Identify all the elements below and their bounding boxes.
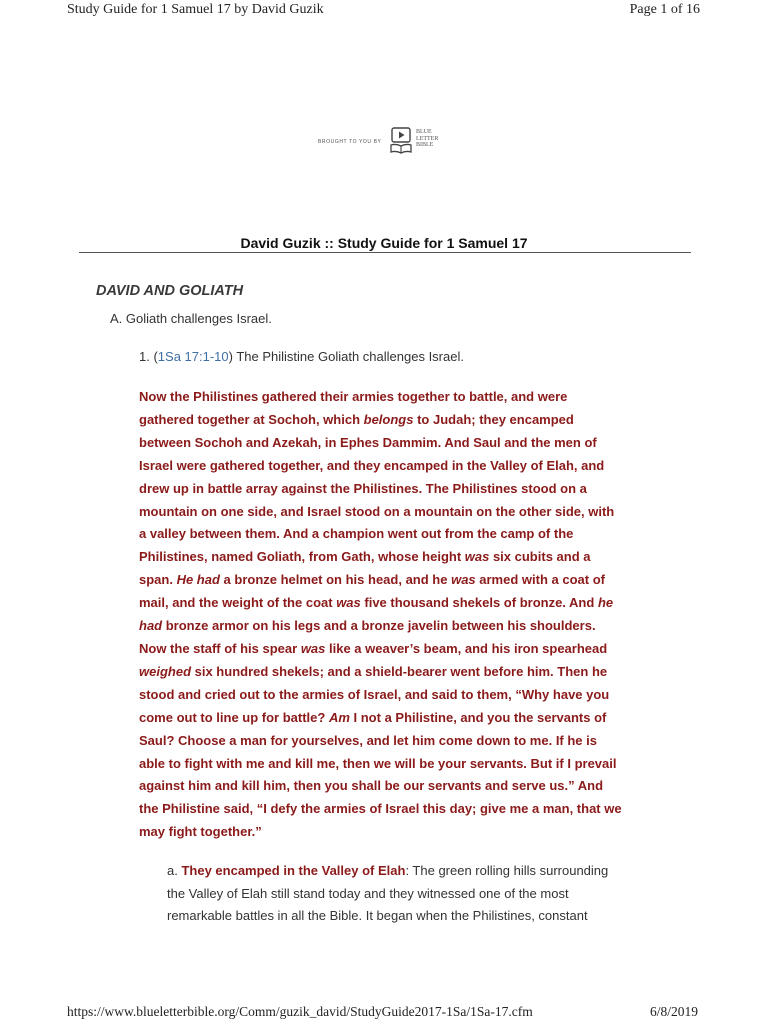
scripture-line: Israel were gathered together, and they encamped in the Valley of Elah, and	[139, 457, 605, 473]
blb-book-play-icon	[389, 126, 413, 156]
scripture-line: had bronze armor on his legs and a bronze javelin between his shoulders.	[139, 618, 596, 634]
page-title: David Guzik :: Study Guide for 1 Samuel 17	[240, 235, 528, 251]
scripture-line: a valley between them. And a champion went out from the camp of the	[139, 526, 574, 542]
logo-wordmark	[416, 129, 438, 149]
scripture-italic-word: Am	[328, 709, 350, 725]
scripture-italic-word: was	[300, 640, 326, 656]
scripture-line: against him and kill him, then you shall be our servants and serve us.” And	[139, 778, 604, 794]
commentary-note-prefix: a.	[167, 863, 182, 878]
scripture-line: Now the Philistines gathered their armies together to battle, and were	[139, 389, 568, 404]
commentary-note-line: the Valley of Elah still stand today and they witnessed one of the most	[167, 885, 569, 901]
print-footer	[67, 1004, 698, 1022]
scripture-line: come out to line up for battle? Am I not a Philistine, and you the servants of	[139, 709, 607, 725]
scripture-line: weighed six hundred shekels; and a shield-bearer went before him. Then he	[139, 663, 608, 679]
commentary-note-first-line-text: : The green rolling hills surrounding	[405, 863, 609, 878]
print-header-title: Study Guide for 1 Samuel 17 by David Guzik	[67, 2, 324, 17]
logo-brought-to-you-by: BROUGHT TO YOU BY	[318, 139, 382, 145]
outline-point-a: A. Goliath challenges Israel.	[110, 311, 272, 326]
print-footer-url: https://www.blueletterbible.org/Comm/guzik_david/StudyGuide2017-1Sa/1Sa-17.cfm	[67, 1004, 533, 1019]
scripture-italic-word: belongs	[363, 411, 414, 427]
scripture-line: gathered together at Sochoh, which belongs to Judah; they encamped	[139, 411, 574, 427]
scripture-italic-word: he	[597, 595, 614, 611]
print-header-page-number: Page 1 of 16	[629, 2, 700, 17]
scripture-line: stood and cried out to the armies of Israel, and said to them, “Why have you	[139, 686, 610, 702]
scripture-line: drew up in battle array against the Philistines. The Philistines stood on a	[139, 480, 587, 496]
print-footer-date: 6/8/2019	[649, 1004, 698, 1019]
commentary-note-line: remarkable battles in all the Bible. It began when the Philistines, constant	[167, 908, 588, 924]
scripture-line: mail, and the weight of the coat was five thousand shekels of bronze. And he	[139, 595, 614, 611]
print-header	[67, 2, 700, 20]
title-divider	[79, 252, 691, 253]
scripture-line: Now the staff of his spear was like a weaver’s beam, and his iron spearhead	[139, 640, 608, 656]
logo-word-line: BIBLE	[416, 142, 434, 148]
scripture-italic-word: weighed	[139, 663, 192, 679]
scripture-italic-word: was	[451, 572, 476, 588]
scripture-italic-word: was	[464, 549, 490, 565]
scripture-line: Philistines, named Goliath, from Gath, whose height was six cubits and a	[139, 549, 591, 565]
commentary-note-emphasis: They encamped in the Valley of Elah	[181, 863, 406, 878]
scripture-line: Saul? Choose a man for yourselves, and let him come down to me. If he is	[139, 732, 597, 748]
outline-point-1	[139, 349, 464, 364]
section-heading: DAVID AND GOLIATH	[96, 283, 244, 299]
scripture-line: able to fight with me and kill me, then we will be your servants. But if I prevail	[139, 755, 617, 771]
scripture-italic-word: He had	[176, 572, 220, 588]
blue-letter-bible-logo[interactable]	[318, 126, 458, 158]
logo-word-line: BLUE	[416, 129, 432, 135]
scripture-text	[139, 386, 669, 844]
logo-word-line: LETTER	[416, 135, 439, 142]
outline-point-1-prefix: 1. (	[139, 349, 158, 364]
commentary-note-a	[167, 860, 657, 928]
scripture-passage	[139, 386, 669, 844]
scripture-line: between Sochoh and Azekah, in Ephes Dammim. And Saul and the men of	[139, 434, 597, 450]
scripture-line: may fight together.”	[139, 824, 262, 840]
scripture-line: span. He had a bronze helmet on his head, and he was armed with a coat of	[139, 572, 605, 588]
commentary-note-first-line	[167, 860, 657, 883]
scripture-reference-link[interactable]: 1Sa 17:1-10	[157, 349, 229, 364]
scripture-line: the Philistine said, “I defy the armies of Israel this day; give me a man, that we	[139, 801, 622, 817]
scripture-italic-word: was	[336, 595, 361, 611]
outline-point-1-text: ) The Philistine Goliath challenges Israel.	[228, 349, 464, 364]
scripture-line: mountain on one side, and Israel stood on a mountain on the other side, with	[139, 503, 615, 519]
scripture-italic-word: had	[139, 618, 163, 634]
